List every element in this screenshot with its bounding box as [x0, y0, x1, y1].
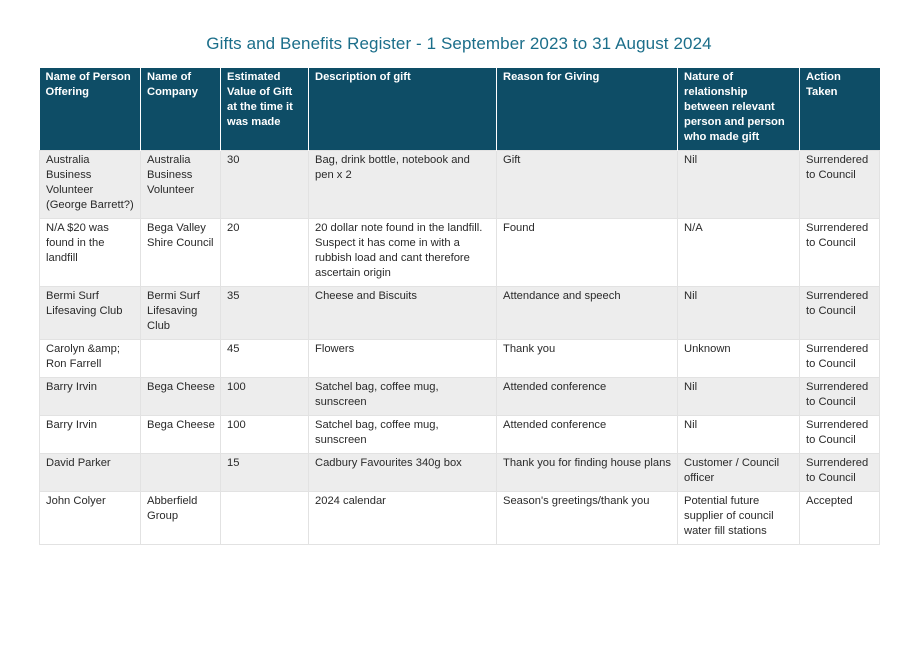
cell-value: 100: [221, 378, 309, 416]
cell-description: 2024 calendar: [309, 492, 497, 545]
cell-relationship: Customer / Council officer: [678, 454, 800, 492]
cell-company: Bega Cheese: [141, 416, 221, 454]
cell-reason: Attended conference: [497, 378, 678, 416]
cell-reason: Thank you for finding house plans: [497, 454, 678, 492]
gifts-register-table: [39, 68, 880, 545]
cell-company: [141, 454, 221, 492]
cell-description: Flowers: [309, 340, 497, 378]
table-row: [40, 492, 880, 545]
cell-person: Barry Irvin: [40, 378, 141, 416]
table-header-row: [40, 68, 880, 151]
cell-relationship: Unknown: [678, 340, 800, 378]
cell-reason: Attended conference: [497, 416, 678, 454]
cell-description: Bag, drink bottle, notebook and pen x 2: [309, 151, 497, 219]
table-row: [40, 151, 880, 219]
cell-relationship: Nil: [678, 287, 800, 340]
header-reason: Reason for Giving: [497, 68, 678, 151]
cell-value: 30: [221, 151, 309, 219]
header-description: Description of gift: [309, 68, 497, 151]
cell-company: Bega Cheese: [141, 378, 221, 416]
table-row: [40, 340, 880, 378]
cell-value: 20: [221, 219, 309, 287]
cell-action: Surrendered to Council: [800, 378, 880, 416]
cell-relationship: Nil: [678, 416, 800, 454]
cell-reason: Gift: [497, 151, 678, 219]
cell-value: 45: [221, 340, 309, 378]
cell-reason: Season's greetings/thank you: [497, 492, 678, 545]
cell-company: Bega Valley Shire Council: [141, 219, 221, 287]
cell-action: Surrendered to Council: [800, 454, 880, 492]
cell-relationship: Nil: [678, 378, 800, 416]
cell-person: David Parker: [40, 454, 141, 492]
table-row: [40, 378, 880, 416]
cell-relationship: Nil: [678, 151, 800, 219]
table-row: [40, 416, 880, 454]
cell-reason: Thank you: [497, 340, 678, 378]
header-action-taken: Action Taken: [800, 68, 880, 151]
cell-value: 100: [221, 416, 309, 454]
cell-reason: Attendance and speech: [497, 287, 678, 340]
cell-value: 15: [221, 454, 309, 492]
cell-company: [141, 340, 221, 378]
cell-description: 20 dollar note found in the landfill. Suspect it has come in with a rubbish load and cant therefore ascertain origin: [309, 219, 497, 287]
cell-person: John Colyer: [40, 492, 141, 545]
cell-action: Surrendered to Council: [800, 287, 880, 340]
cell-company: Abberfield Group: [141, 492, 221, 545]
cell-description: Cheese and Biscuits: [309, 287, 497, 340]
cell-person: Bermi Surf Lifesaving Club: [40, 287, 141, 340]
cell-relationship: Potential future supplier of council water fill stations: [678, 492, 800, 545]
cell-description: Cadbury Favourites 340g box: [309, 454, 497, 492]
cell-description: Satchel bag, coffee mug, sunscreen: [309, 378, 497, 416]
header-relationship: Nature of relationship between relevant person and person who made gift: [678, 68, 800, 151]
cell-value: 35: [221, 287, 309, 340]
cell-person: Australia Business Volunteer (George Barrett?): [40, 151, 141, 219]
page-title: Gifts and Benefits Register - 1 September 2023 to 31 August 2024: [206, 34, 712, 53]
header-person-offering: Name of Person Offering: [40, 68, 141, 151]
table-row: [40, 454, 880, 492]
cell-reason: Found: [497, 219, 678, 287]
cell-person: Barry Irvin: [40, 416, 141, 454]
cell-description: Satchel bag, coffee mug, sunscreen: [309, 416, 497, 454]
cell-action: Surrendered to Council: [800, 416, 880, 454]
header-company: Name of Company: [141, 68, 221, 151]
cell-action: Surrendered to Council: [800, 219, 880, 287]
cell-value: [221, 492, 309, 545]
cell-action: Surrendered to Council: [800, 340, 880, 378]
cell-action: Accepted: [800, 492, 880, 545]
cell-action: Surrendered to Council: [800, 151, 880, 219]
table-row: [40, 219, 880, 287]
cell-person: N/A $20 was found in the landfill: [40, 219, 141, 287]
cell-person: Carolyn &amp; Ron Farrell: [40, 340, 141, 378]
header-estimated-value: Estimated Value of Gift at the time it was made: [221, 68, 309, 151]
cell-company: Australia Business Volunteer: [141, 151, 221, 219]
table-row: [40, 287, 880, 340]
cell-company: Bermi Surf Lifesaving Club: [141, 287, 221, 340]
cell-relationship: N/A: [678, 219, 800, 287]
